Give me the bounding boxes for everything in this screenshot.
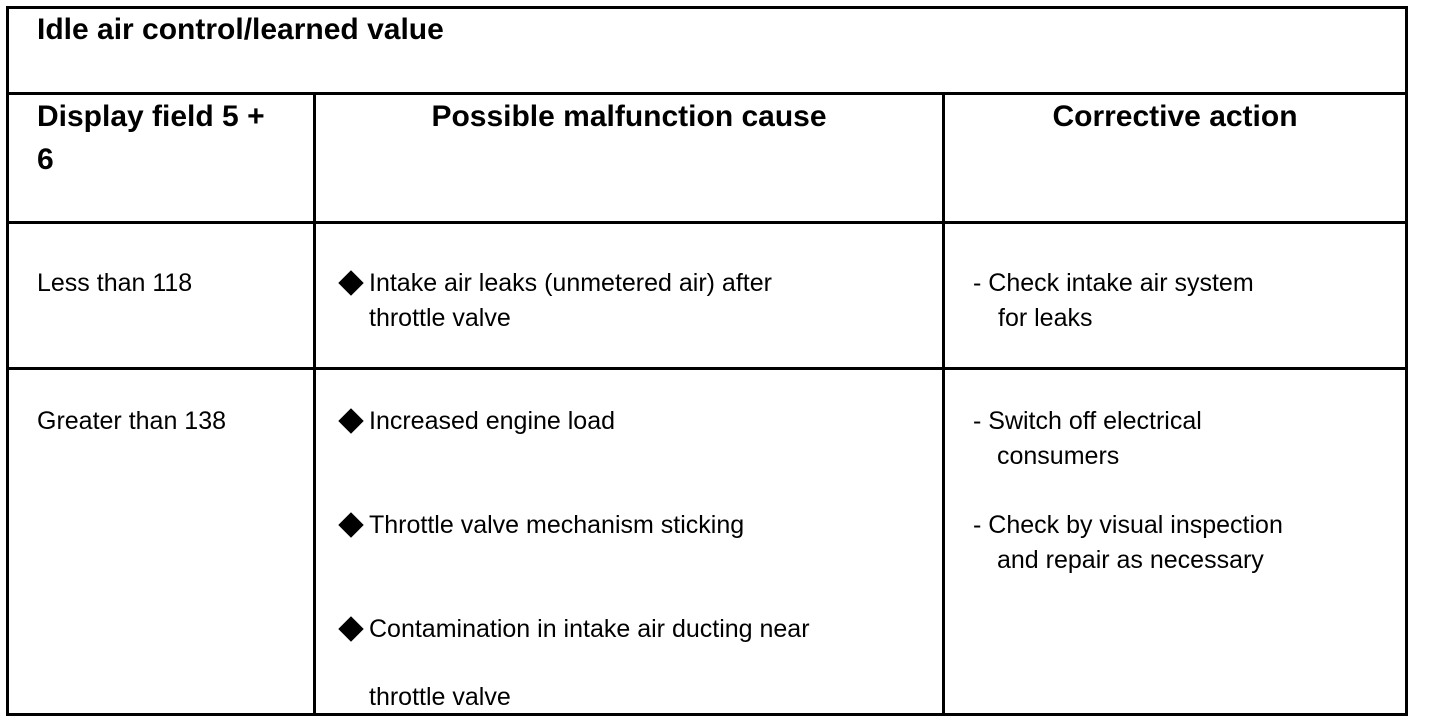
diamond-bullet-icon <box>338 408 363 433</box>
diamond-bullet-icon <box>338 616 363 641</box>
row1-action-1: - Check intake air system <box>973 269 1254 297</box>
row1-cause-1: Intake air leaks (unmetered air) after <box>369 269 772 297</box>
title-divider <box>9 92 1405 95</box>
row2-cause-3-cont: throttle valve <box>369 683 511 711</box>
row2-cause-3: Contamination in intake air ducting near <box>369 615 810 643</box>
column-divider-1 <box>313 95 316 713</box>
column-divider-2 <box>942 95 945 713</box>
row2-action-1: - Switch off electrical <box>973 407 1202 435</box>
table-title: Idle air control/learned value <box>37 13 444 46</box>
header-divider <box>9 221 1405 224</box>
row2-action-1-cont: consumers <box>997 442 1120 470</box>
row1-cause-1-cont: throttle valve <box>369 304 511 332</box>
row2-action-2-cont: and repair as necessary <box>997 546 1264 574</box>
row1-action-1-cont: for leaks <box>998 304 1093 332</box>
row1-display-value: Less than 118 <box>37 269 193 297</box>
row2-cause-2: Throttle valve mechanism sticking <box>369 511 745 539</box>
header-display-field-cont: 6 <box>37 143 54 176</box>
row2-cause-1: Increased engine load <box>369 407 616 435</box>
row2-action-2: - Check by visual inspection <box>973 511 1283 539</box>
diamond-bullet-icon <box>338 270 363 295</box>
header-corrective-action: Corrective action <box>1052 100 1298 133</box>
header-possible-cause: Possible malfunction cause <box>431 100 827 133</box>
row2-display-value: Greater than 138 <box>37 407 227 435</box>
diagnostic-table <box>6 6 1408 716</box>
diamond-bullet-icon <box>338 512 363 537</box>
row-divider <box>9 367 1405 370</box>
header-display-field: Display field 5 + <box>37 100 265 133</box>
